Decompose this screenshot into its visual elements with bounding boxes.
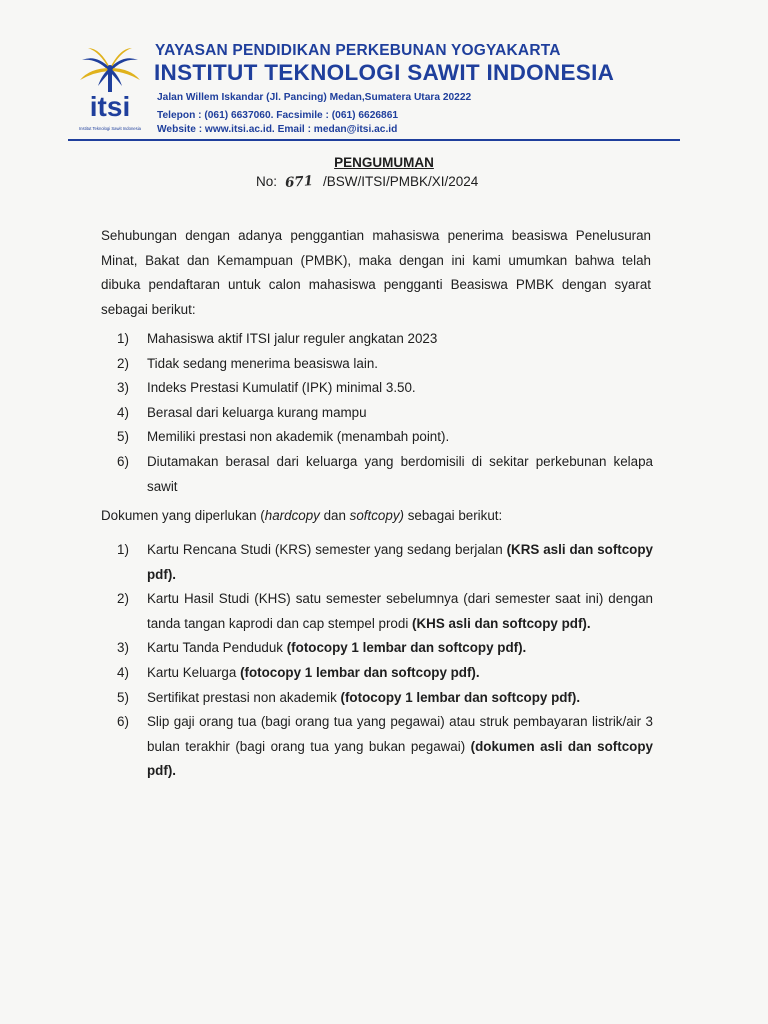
list-item: 2) Tidak sedang menerima beasiswa lain. xyxy=(117,355,378,371)
list-item: 4) Berasal dari keluarga kurang mampu xyxy=(117,404,367,420)
institute-address: Jalan Willem Iskandar (Jl. Pancing) Medan,Sumatera Utara 20222 xyxy=(157,92,472,103)
intro-paragraph: Sehubungan dengan adanya penggantian mahasiswa penerima beasiswa Penelusuran Minat, Bakat dan Kemampuan (PMBK), maka dengan ini kami umumkan bahwa telah dibuka pendaftaran untuk calon mahasiswa pengganti Beasiswa PMBK dengan syarat sebagai berikut: xyxy=(101,228,651,317)
list-item: 5) Memiliki prestasi non akademik (menambah point). xyxy=(117,429,450,445)
institute-name: INSTITUT TEKNOLOGI SAWIT INDONESIA xyxy=(154,60,615,85)
announcement-title: PENGUMUMAN xyxy=(334,155,434,170)
list-item: 3) Indeks Prestasi Kumulatif (IPK) minimal 3.50. xyxy=(117,380,416,396)
announcement-number xyxy=(256,174,478,190)
list-item: 5) Sertifikat prestasi non akademik (fotocopy 1 lembar dan softcopy pdf). xyxy=(117,689,581,705)
documents-intro: Dokumen yang diperlukan (hardcopy dan softcopy) sebagai berikut: xyxy=(101,508,503,523)
number-suffix: /BSW/ITSI/PMBK/XI/2024 xyxy=(322,174,479,189)
letterhead-divider xyxy=(68,139,680,141)
number-prefix: No: xyxy=(256,174,278,189)
requirements-list xyxy=(101,327,653,499)
institute-phone: Telepon : (061) 6637060. Facsimile : (061) 6626861 xyxy=(157,110,399,121)
logo-wordmark: itsi xyxy=(89,91,131,122)
list-item: 4) Kartu Keluarga (fotocopy 1 lembar dan softcopy pdf). xyxy=(117,664,480,680)
institute-website: Website : www.itsi.ac.id. Email : medan@itsi.ac.id xyxy=(157,124,398,135)
itsi-logo xyxy=(76,44,144,134)
documents-list xyxy=(101,538,653,784)
foundation-name: YAYASAN PENDIDIKAN PERKEBUNAN YOGYAKARTA xyxy=(155,42,561,59)
list-item: 6) Diutamakan berasal dari keluarga yang berdomisili di sekitar perkebunan kelapa sawit xyxy=(117,453,653,494)
list-item: 1) Mahasiswa aktif ITSI jalur reguler angkatan 2023 xyxy=(117,331,438,346)
logo-caption: Institut Teknologi Sawit Indonesia xyxy=(79,126,142,131)
list-item: 2) Kartu Hasil Studi (KHS) satu semester sebelumnya (dari semester saat ini) dengan tanda tangan kaprodi dan cap stempel prodi (KHS asli dan softcopy pdf). xyxy=(117,591,653,631)
list-item: 3) Kartu Tanda Penduduk (fotocopy 1 lembar dan softcopy pdf). xyxy=(117,640,527,656)
handwritten-number: 671 xyxy=(284,173,314,191)
list-item: 1) Kartu Rencana Studi (KRS) semester yang sedang berjalan (KRS asli dan softcopy pdf). xyxy=(117,542,653,582)
list-item: 6) Slip gaji orang tua (bagi orang tua yang pegawai) atau struk pembayaran listrik/air 3 bulan terakhir (bagi orang tua yang bukan pegawai) (dokumen asli dan softcopy pdf). xyxy=(117,714,653,779)
